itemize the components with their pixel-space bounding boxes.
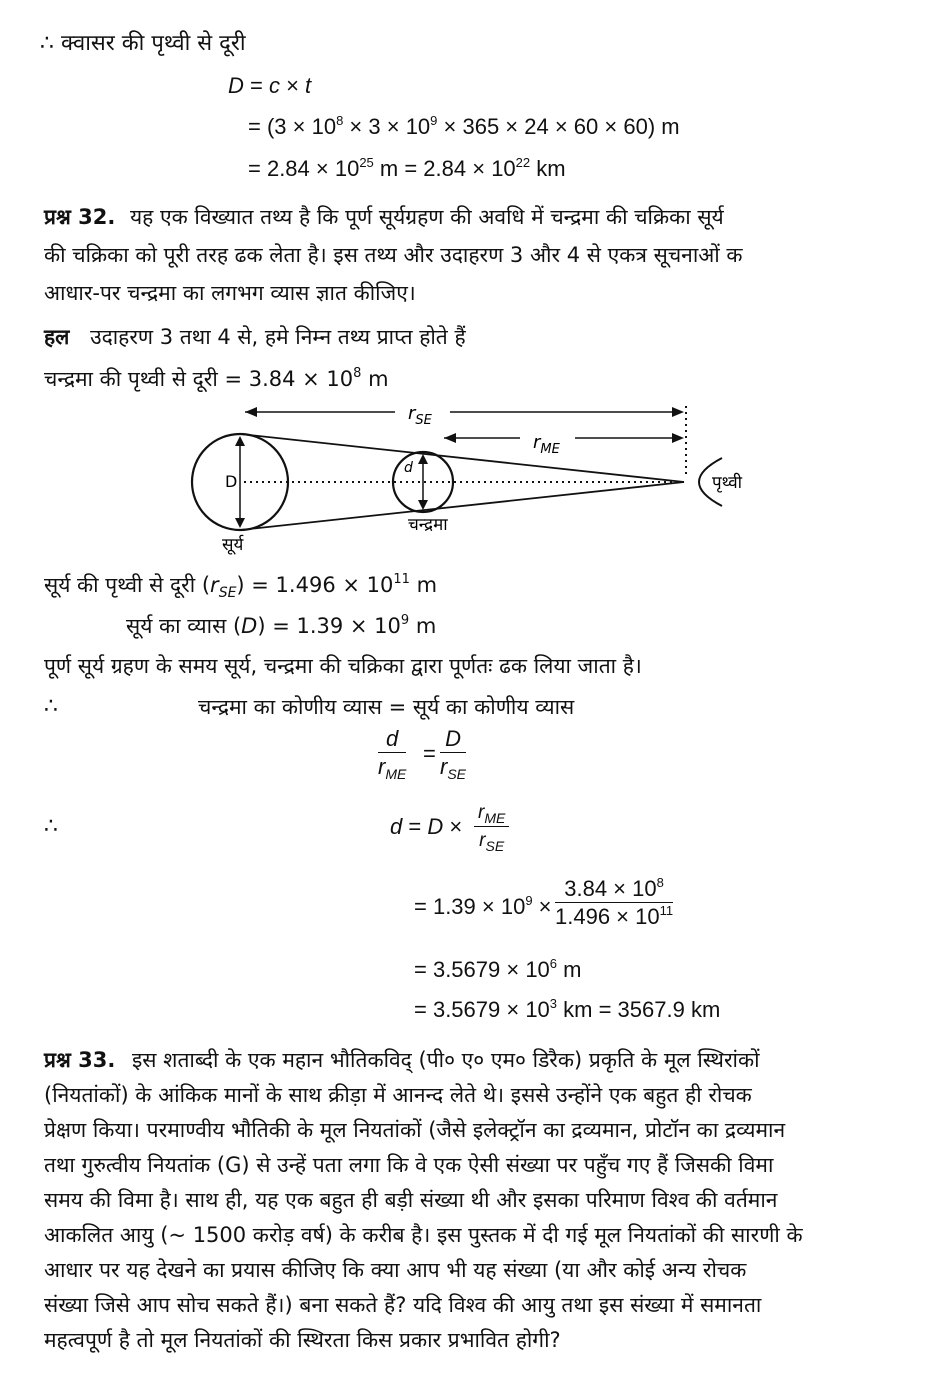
solution-intro [44, 323, 466, 351]
d-substitution-lhs: = $1.39 \times 10^9$ × [414, 893, 552, 919]
angular-diameter-equation: चन्द्रमा का कोणीय व्यास = सूर्य का कोणीय व्यास [198, 695, 575, 719]
rse-label: $r_{SE}$ [408, 403, 432, 428]
question-33-line-3: प्रेक्षण किया। परमाण्वीय भौतिकी के मूल नियतांकों (जैसे इलेक्ट्रॉन का द्रव्यमान, प्रोटॉन का द्रव्यमान [44, 1118, 786, 1142]
question-33-line-6: आकलित आयु (~ 1500 करोड़ वर्ष) के करीब है। इस पुस्तक में दी गई मूल नियतांकों की सारणी के [44, 1223, 803, 1247]
question-33-line-4: तथा गुरुत्वीय नियतांक (G) से उन्हें पता लगा कि वे एक ऐसी संख्या पर पहुँच गए हैं जिसकी विमा [44, 1153, 774, 1177]
rse-arrowhead-right [672, 407, 684, 417]
eclipse-statement: पूर्ण सूर्य ग्रहण के समय सूर्य, चन्द्रमा की चक्रिका द्वारा पूर्णतः ढक लिया जाता है। [44, 654, 642, 678]
equation-distance: D = c × t [228, 73, 312, 98]
moon-diameter-arrow-bottom [418, 500, 428, 510]
rme-label: $r_{ME}$ [533, 432, 560, 457]
therefore-symbol-2: ∴ [44, 814, 58, 839]
question-32-line-3: आधार-पर चन्द्रमा का लगभग व्यास ज्ञात कीजिए। [44, 281, 416, 305]
question-33-label: प्रश्न 33. [44, 1048, 116, 1072]
question-32-text-1: यह एक विख्यात तथ्य है कि पूर्ण सूर्यग्रहण की अवधि में चन्द्रमा की चक्रिका सूर्य [130, 205, 724, 229]
sun-distance: सूर्य की पृथ्वी से दूरी $(r_{SE}) = 1.496 \times 10^{11}$ m [44, 572, 438, 601]
cone-upper-line [240, 434, 684, 482]
question-33-line-5: समय की विमा है। साथ ही, यह एक बहुत ही बड़ी संख्या थी और इसका परिमाण विश्व की वर्तमान [44, 1188, 778, 1212]
d-result-km: = $3.5679 \times 10^3$ km = 3567.9 km [414, 996, 721, 1022]
question-32-label: प्रश्न 32. [44, 205, 116, 229]
fraction-d-over-rme: d $r_{ME}$ [378, 726, 407, 782]
question-33-line-7: आधार पर यह देखने का प्रयास कीजिए कि क्या आप भी यह संख्या (या और कोई अन्य रोचक [44, 1258, 747, 1282]
d-result-meters: = $3.5679 \times 10^6$ m [414, 956, 582, 982]
therefore-symbol-1: ∴ [44, 694, 58, 719]
equation-distance-expanded: = $(3 \times 10^8 \times 3 \times 10^9 \times 365 \times 24 \times 60 \times 60)$ m [248, 113, 680, 139]
question-33-line-8: संख्या जिसे आप सोच सकते हैं।) बना सकते हैं? यदि विश्व की आयु तथा इस संख्या में समानता [44, 1293, 762, 1317]
sun-diameter: सूर्य का व्यास $(D) = 1.39 \times 10^9$ m [126, 613, 437, 638]
moon-diameter-label: d [404, 460, 413, 476]
rme-arrowhead-left [444, 433, 456, 443]
moon-label: चन्द्रमा [408, 515, 448, 535]
sun-diameter-arrow-bottom [235, 518, 245, 528]
eclipse-diagram [0, 398, 936, 558]
moon-distance: चन्द्रमा की पृथ्वी से दूरी = $3.84 \times 10^8$ m [44, 366, 389, 391]
question-33-line-9: महत्वपूर्ण है तो मूल नियतांकों की स्थिरता किस प्रकार प्रभावित होगी? [44, 1328, 561, 1352]
solution-intro-text: उदाहरण 3 तथा 4 से, हमे निम्न तथ्य प्राप्त होते हैं [90, 325, 466, 349]
equation-distance-result: = $2.84 \times 10^{25}$ $m = 2.84 \times 10^{22}$ km [248, 155, 566, 181]
sun-diameter-label: D [225, 472, 238, 491]
solution-label: हल [44, 325, 70, 349]
cone-lower-line [240, 482, 684, 530]
fraction-rme-over-rse: $r_{ME}$ $r_{SE}$ [474, 800, 509, 855]
question-33-text-1: इस शताब्दी के एक महान भौतिकविद् (पी० ए० एम० डिरैक) प्रकृति के मूल स्थिरांकों [132, 1048, 760, 1072]
rme-arrowhead-right [672, 433, 684, 443]
fraction-substitution: $\frac{3.84 \times 10^8}{1.496 \times 10^{11}}$ [555, 875, 674, 929]
fraction-D-over-rse: D $r_{SE}$ [440, 726, 467, 782]
sun-diameter-arrow-top [235, 436, 245, 446]
question-33-line-1 [44, 1046, 760, 1074]
moon-diameter-arrow-top [418, 454, 428, 464]
d-formula-lhs: d = D × [390, 814, 463, 839]
question-33-line-2: (नियतांकों) के आंकिक मानों के साथ क्रीड़ा में आनन्द लेते थे। इससे उन्होंने एक बहुत ही रोचक [44, 1083, 752, 1107]
sun-label: सूर्य [222, 535, 244, 555]
question-32-line-2: की चक्रिका को पूरी तरह ढक लेता है। इस तथ्य और उदाहरण 3 और 4 से एकत्र सूचनाओं क [44, 243, 743, 267]
equals-sign-ratio: = [423, 741, 436, 766]
rse-arrowhead-left [245, 407, 257, 417]
earth-label: पृथ्वी [712, 473, 743, 493]
therefore-quasar-distance: ∴ क्वासर की पृथ्वी से दूरी [40, 31, 246, 56]
question-32-line-1 [44, 203, 724, 231]
